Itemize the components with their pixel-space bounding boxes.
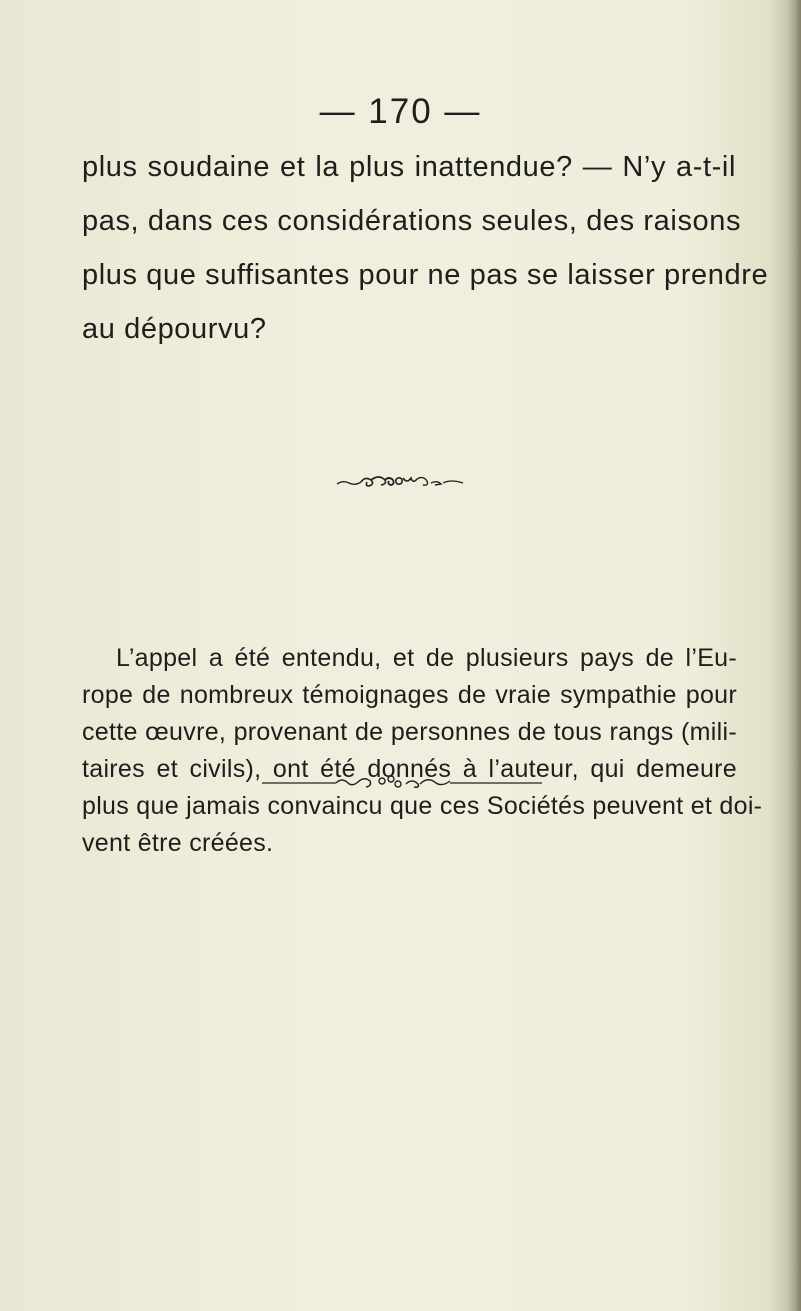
- paragraph-1-line: au dépourvu?: [82, 313, 267, 345]
- paragraph-2-line: cette œuvre, provenant de personnes de tous rangs (mili-: [82, 718, 737, 746]
- paragraph-1: [82, 140, 769, 356]
- paragraph-1-line: plus que suffisantes pour ne pas se laisser prendre: [82, 259, 769, 291]
- paragraph-2-line: rope de nombreux témoignages de vraie sympathie pour: [82, 681, 737, 709]
- paragraph-2: [82, 640, 763, 862]
- paragraph-2-line: plus que jamais convaincu que ces Sociétés peuvent et doi-: [82, 792, 763, 820]
- paragraph-1-line: plus soudaine et la plus inattendue? — N’y a-t-il: [82, 151, 736, 183]
- tailpiece-ornament: [260, 772, 545, 792]
- section-divider-ornament: [335, 470, 465, 494]
- paragraph-1-line: pas, dans ces considérations seules, des raisons: [82, 205, 742, 237]
- page-number-header: — 170 —: [319, 92, 482, 131]
- paragraph-2-line: taires et civils), ont été donnés à l’auteur, qui demeure: [82, 755, 737, 783]
- paragraph-2-line: L’appel a été entendu, et de plusieurs pays de l’Eu-: [116, 644, 737, 672]
- paragraph-2-line: vent être créées.: [82, 829, 274, 857]
- page-edge-shadow: [787, 0, 801, 1311]
